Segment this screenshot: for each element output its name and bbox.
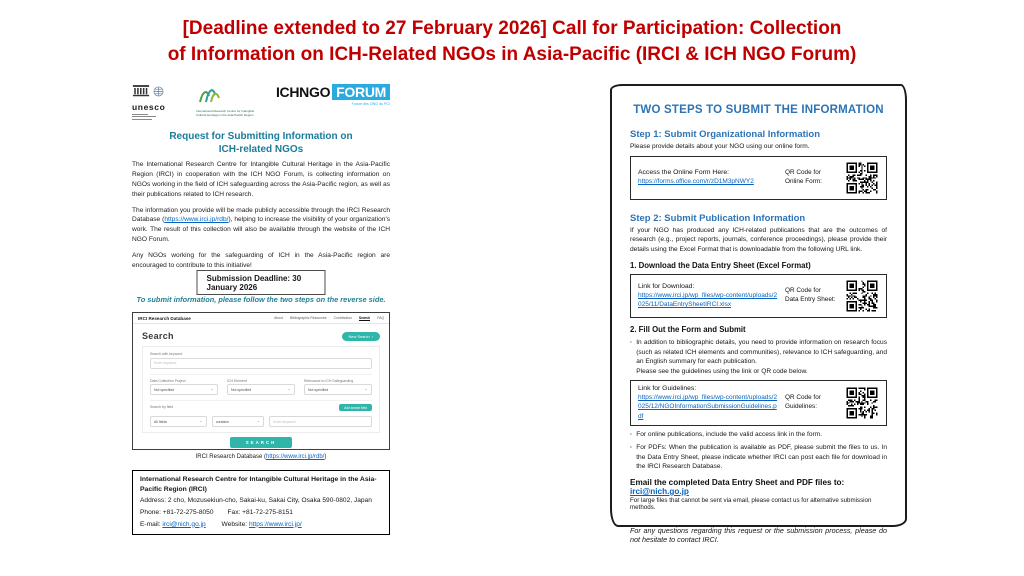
- online-form-box: [630, 156, 887, 200]
- flyer-body: [132, 160, 390, 277]
- contact-address: Address: 2 cho, Mozusekiun-cho, Sakai-ku, Sakai City, Osaka 590-0802, Japan: [140, 497, 372, 505]
- new-search-button[interactable]: [342, 332, 381, 341]
- ichngo-wordmark: ICHNGO: [275, 84, 331, 100]
- paragraph-2: [132, 206, 390, 246]
- chevron-down-icon: ⌄: [364, 386, 368, 392]
- chevron-down-icon: ⌄: [287, 386, 291, 392]
- flyer-heading-line2: ICH-related NGOs: [218, 144, 304, 155]
- add-search-field-button[interactable]: Add search field: [339, 404, 372, 411]
- qr-label-line2: Guidelines:: [785, 403, 817, 411]
- qr-label-line2: Online Form:: [785, 177, 822, 185]
- qr-code-guidelines: [845, 386, 879, 420]
- screenshot-caption: [132, 454, 390, 460]
- right-flyer-title: TWO STEPS TO SUBMIT THE INFORMATION: [633, 104, 884, 116]
- bullet-pdfs: · For PDFs: When the publication is available as PDF, please submit the files to us. In the Data Entry Sheet, please indicate whether IRCI can post each file for download in the IRCI Research Database.: [630, 443, 887, 472]
- deadline-box: Submission Deadline: 30 January 2026: [197, 270, 326, 295]
- chevron-down-icon: ⌄: [199, 418, 203, 424]
- email-note: For large files that cannot be sent via email, please contact us for alternative submission methods.: [630, 497, 872, 512]
- paragraph-2-text-after: ), helping to increase the visibility of your organization's work. The result of this collection will also be available through the website of the ICH NGO Forum.: [132, 216, 390, 244]
- nav-item-bibliographic-resources[interactable]: Bibliographic Resources: [290, 316, 327, 320]
- paragraph-2-text: The information you provide will be made publicly accessible through the IRCI Research Database (: [132, 206, 390, 224]
- search-form-panel: [142, 346, 380, 433]
- guidelines-qr-label: [785, 394, 839, 412]
- contact-box: [132, 470, 390, 535]
- bullet-bibliographic-text: · In addition to bibliographic details, you need to provide information on research focus (such as related ICH elements and communities), relevance to ICH safeguarding, and an English summary for each publication.: [636, 339, 887, 366]
- chevron-right-icon: ›: [371, 333, 373, 339]
- qr-code-data-entry-sheet: [845, 279, 879, 313]
- rdb-link[interactable]: https://www.irci.jp/rdb/: [164, 216, 229, 224]
- download-label: Link for Download:: [638, 283, 695, 291]
- chevron-down-icon: ⌄: [256, 418, 261, 424]
- ichngo-forum-logo: [276, 84, 390, 106]
- flyer-heading-line1: Request for Submitting Information on: [169, 131, 353, 142]
- chevron-down-icon: ⌄: [210, 386, 214, 392]
- qr-label-line1: QR Code for: [785, 394, 821, 402]
- download-qr-label: [785, 287, 839, 305]
- filter-value-relevance: Not specified: [308, 387, 329, 392]
- filter-label-project: Data Collection Project: [150, 378, 186, 383]
- contact-website-link[interactable]: https://www.irci.jp/: [248, 520, 302, 528]
- search-button[interactable]: SEARCH: [230, 437, 293, 448]
- irci-logo-icon: [196, 91, 222, 108]
- irci-database-screenshot: [132, 312, 390, 450]
- guidelines-label: Link for Guidelines:: [638, 385, 697, 393]
- guidelines-link[interactable]: https://www.irci.jp/wp_files/wp-content/uploads/2025/12/NGOInformationSubmissionGuidelines.pdf: [638, 394, 778, 420]
- nav-item-faq[interactable]: FAQ: [377, 316, 384, 320]
- step2-heading: Step 2: Submit Publication Information: [630, 212, 806, 224]
- field-select1-value: All fields: [154, 419, 168, 424]
- bullet-online-publications: · For online publications, include the valid access link in the form.: [630, 430, 887, 440]
- flyer-heading: [132, 130, 390, 156]
- bullet-bibliographic: [630, 338, 887, 376]
- step2-sub1: 1. Download the Data Entry Sheet (Excel Format): [630, 261, 811, 271]
- step2-intro: If your NGO has produced any ICH-related publications that are the outcomes of research (e.g., project reports, journals, conference proceedings), please provide their details using the Excel Format that is downloadable from the following URL link.: [630, 226, 887, 253]
- field-select2-value: contains: [215, 419, 229, 424]
- caption-text-after: ): [324, 454, 327, 460]
- filter-value-project: Not specified: [154, 387, 175, 392]
- qr-label-line2: Data Entry Sheet:: [785, 296, 836, 304]
- ichngo-forum-subtitle: Forum des ONG du PCI: [351, 102, 390, 106]
- right-flyer: [610, 84, 907, 545]
- forum-wordmark: FORUM: [332, 84, 390, 100]
- page-title: [0, 16, 1024, 68]
- irci-logo: [196, 84, 256, 118]
- contact-phone: Phone: +81-72-275-8050: [140, 508, 214, 516]
- page-title-line1: [Deadline extended to 27 February 2026] Call for Participation: Collection: [182, 18, 842, 39]
- online-form-label: Access the Online Form Here:: [638, 169, 730, 176]
- filter-select-relevance[interactable]: [304, 384, 372, 395]
- step1-subtext: Please provide details about your NGO using our online form.: [630, 143, 810, 150]
- contact-website-label: Website:: [221, 520, 248, 528]
- email-link[interactable]: irci@nich.go.jp: [630, 486, 689, 496]
- contact-name: International Research Centre for Intangible Cultural Heritage in the Asia-Pacific Region (IRCI): [140, 476, 377, 493]
- filter-label-relevance: Relevance to ICH Safeguarding: [304, 378, 354, 383]
- qr-label-line1: QR Code for: [785, 287, 821, 295]
- bullet-guidelines-note: Please see the guidelines using the link or QR code below.: [636, 367, 808, 375]
- field-select-contains[interactable]: [212, 416, 264, 427]
- email-instruction: [630, 478, 887, 496]
- keyword-label: Search with keyword: [150, 352, 183, 356]
- contact-email-link[interactable]: irci@nich.go.jp: [162, 520, 206, 528]
- new-search-label: New Search: [348, 333, 370, 339]
- online-form-link[interactable]: https://forms.office.com/r/zD1M3pNWY2: [638, 178, 754, 185]
- download-box: [630, 274, 887, 318]
- instruction-text: To submit information, please follow the two steps on the reverse side.: [136, 295, 386, 304]
- unesco-logo: [132, 84, 190, 120]
- filter-label-element: ICH Element: [227, 378, 247, 383]
- byfield-label: Search by field: [150, 405, 174, 409]
- filter-select-element[interactable]: [227, 384, 295, 395]
- contact-phone-fax: [140, 508, 382, 518]
- caption-text: IRCI Research Database (: [195, 454, 266, 460]
- screenshot-search-heading: Search: [142, 331, 174, 341]
- filter-select-project[interactable]: [150, 384, 218, 395]
- contact-email-label: E-mail:: [140, 520, 161, 528]
- paragraph-3: Any NGOs working for the safeguarding of ICH in the Asia-Pacific region are encouraged to contribute to this initiative!: [132, 252, 390, 270]
- irci-logo-caption: International Research Centre for Intangible Cultural Heritage in the Asia-Pacific Region: [196, 109, 255, 117]
- download-link[interactable]: https://www.irci.jp/wp_files/wp-content/uploads/2025/11/DataEntrySheetIRCI.xlsx: [638, 292, 778, 309]
- field-keyword-input[interactable]: Enter keyword: [269, 416, 372, 427]
- contact-email-website: [140, 520, 382, 530]
- online-form-qr-label: [785, 169, 839, 187]
- guidelines-box: [630, 380, 887, 425]
- un-globe-icon: [153, 84, 164, 102]
- field-select-all-fields[interactable]: [150, 416, 207, 427]
- email-instruction-text: Email the completed Data Entry Sheet and PDF files to:: [630, 477, 845, 487]
- unesco-smallprint: [132, 114, 190, 120]
- logo-row: [132, 84, 390, 120]
- screenshot-nav: [274, 316, 384, 321]
- nav-item-search[interactable]: Search: [358, 315, 371, 320]
- caption-rdb-link[interactable]: https://www.irci.jp/rdb/: [266, 454, 325, 460]
- left-flyer: [132, 84, 390, 540]
- paragraph-1: The International Research Centre for Intangible Cultural Heritage in the Asia-Pacific Region (IRCI) in cooperation with the ICH NGO Forum, is collecting information on NGOs working in the field of ICH safeguarding across the Asia-Pacific region, as well as their publications related to ICH research.: [132, 161, 390, 198]
- screenshot-site-title: IRCI Research Database: [138, 315, 191, 321]
- contact-fax: Fax: +81-72-275-8151: [227, 508, 293, 516]
- page-title-line2: of Information on ICH-Related NGOs in Asia-Pacific (IRCI & ICH NGO Forum): [167, 44, 857, 65]
- unesco-wordmark: unesco: [132, 102, 166, 112]
- nav-item-about[interactable]: About: [274, 316, 284, 320]
- nav-item-contribution[interactable]: Contribution: [333, 316, 352, 320]
- footer-note: For any questions regarding this request or the submission process, please do not hesitate to contact IRCI.: [630, 526, 887, 545]
- keyword-input[interactable]: Enter keyword: [150, 358, 372, 369]
- qr-code-online-form: [845, 161, 879, 195]
- unesco-temple-icon: [132, 84, 150, 102]
- step1-heading: Step 1: Submit Organizational Information: [630, 129, 821, 140]
- qr-label-line1: QR Code for: [785, 168, 821, 176]
- screenshot-header: [133, 313, 389, 324]
- filter-value-element: Not specified: [231, 387, 252, 392]
- step2-sub2: 2. Fill Out the Form and Submit: [630, 325, 746, 335]
